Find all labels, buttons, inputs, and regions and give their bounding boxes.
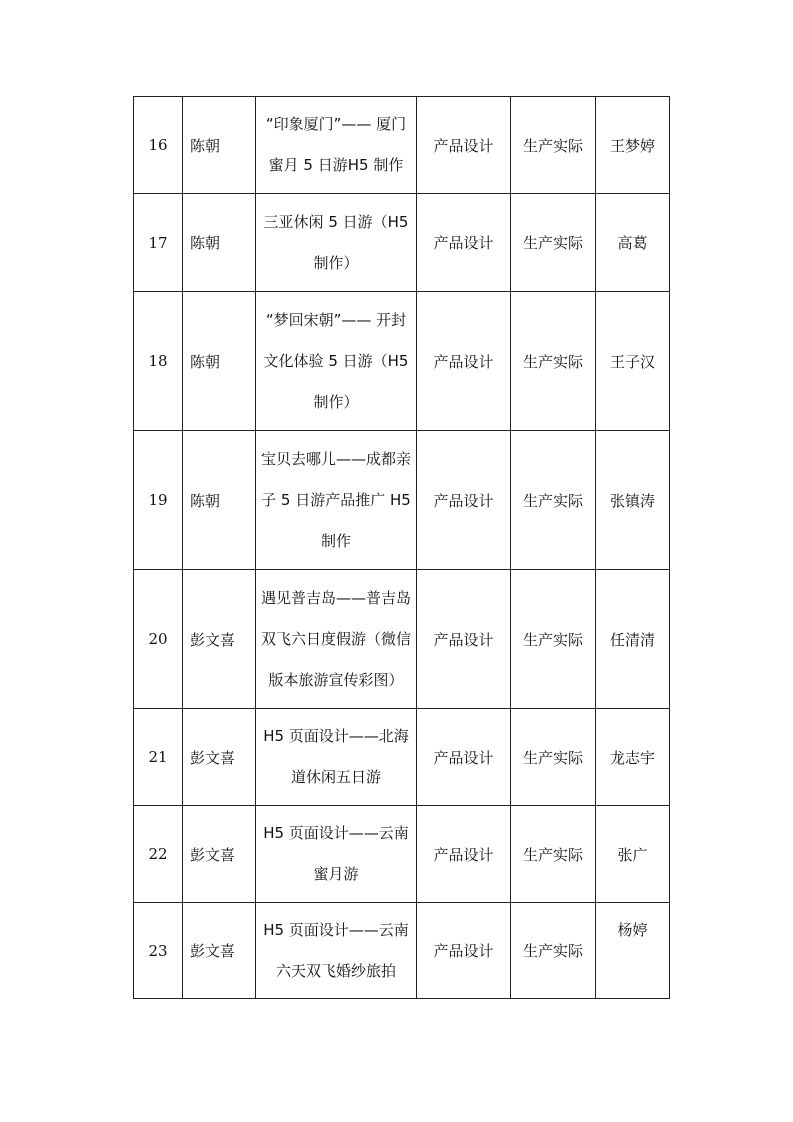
table-row [134,292,670,431]
topic-title-text: 宝贝去哪儿——成都亲子 5 日游产品推广 H5 制作 [260,449,411,550]
topic-type: 产品设计 [417,431,511,570]
teacher-name: 彭文喜 [183,903,256,999]
row-number: 20 [134,570,183,709]
teacher-name: 彭文喜 [183,570,256,709]
topic-title-text: “梦回宋朝”—— 开封文化体验 5 日游（H5 制作） [263,310,409,411]
topic-type: 产品设计 [417,97,511,194]
teacher-name: 陈朝 [183,431,256,570]
topic-type: 产品设计 [417,709,511,806]
topic-source: 生产实际 [511,806,596,903]
table-row [134,570,670,709]
topic-title [256,903,417,999]
table-row [134,194,670,292]
table-row [134,431,670,570]
topic-source: 生产实际 [511,431,596,570]
topic-title-text: H5 页面设计——云南六天双飞婚纱旅拍 [263,920,409,980]
table-row [134,903,670,999]
topic-source: 生产实际 [511,194,596,292]
row-number: 23 [134,903,183,999]
student-name: 任清清 [596,570,670,709]
student-name: 高葛 [596,194,670,292]
topic-title-text: H5 页面设计——北海道休闲五日游 [263,727,409,786]
topic-title [256,570,417,709]
row-number: 17 [134,194,183,292]
topic-title [256,194,417,292]
topic-type: 产品设计 [417,194,511,292]
row-number: 21 [134,709,183,806]
table-row [134,806,670,903]
topic-type: 产品设计 [417,292,511,431]
topic-title [256,431,417,570]
teacher-name: 彭文喜 [183,806,256,903]
topic-title-text: H5 页面设计——云南蜜月游 [263,824,409,883]
topics-table [133,96,670,999]
topic-type: 产品设计 [417,570,511,709]
row-number: 18 [134,292,183,431]
teacher-name: 陈朝 [183,97,256,194]
table-row [134,709,670,806]
row-number: 22 [134,806,183,903]
row-number: 19 [134,431,183,570]
teacher-name: 彭文喜 [183,709,256,806]
student-name: 张镇涛 [596,431,670,570]
teacher-name: 陈朝 [183,292,256,431]
student-name: 张广 [596,806,670,903]
topic-type: 产品设计 [417,903,511,999]
topic-title-text: 遇见普吉岛——普吉岛双飞六日度假游（微信版本旅游宣传彩图） [260,588,411,689]
student-name: 王梦婷 [596,97,670,194]
student-name: 王子汉 [596,292,670,431]
student-name: 杨婷 [596,903,670,999]
table-row [134,97,670,194]
topic-title [256,806,417,903]
topic-source: 生产实际 [511,97,596,194]
student-name: 龙志宇 [596,709,670,806]
topic-source: 生产实际 [511,709,596,806]
topic-source: 生产实际 [511,292,596,431]
topic-source: 生产实际 [511,903,596,999]
topic-title-text: 三亚休闲 5 日游（H5 制作） [263,212,409,272]
topic-title [256,97,417,194]
teacher-name: 陈朝 [183,194,256,292]
topic-source: 生产实际 [511,570,596,709]
topic-title [256,292,417,431]
topic-type: 产品设计 [417,806,511,903]
row-number: 16 [134,97,183,194]
topic-title [256,709,417,806]
topic-title-text: “印象厦门”—— 厦门蜜月 5 日游H5 制作 [265,115,407,174]
